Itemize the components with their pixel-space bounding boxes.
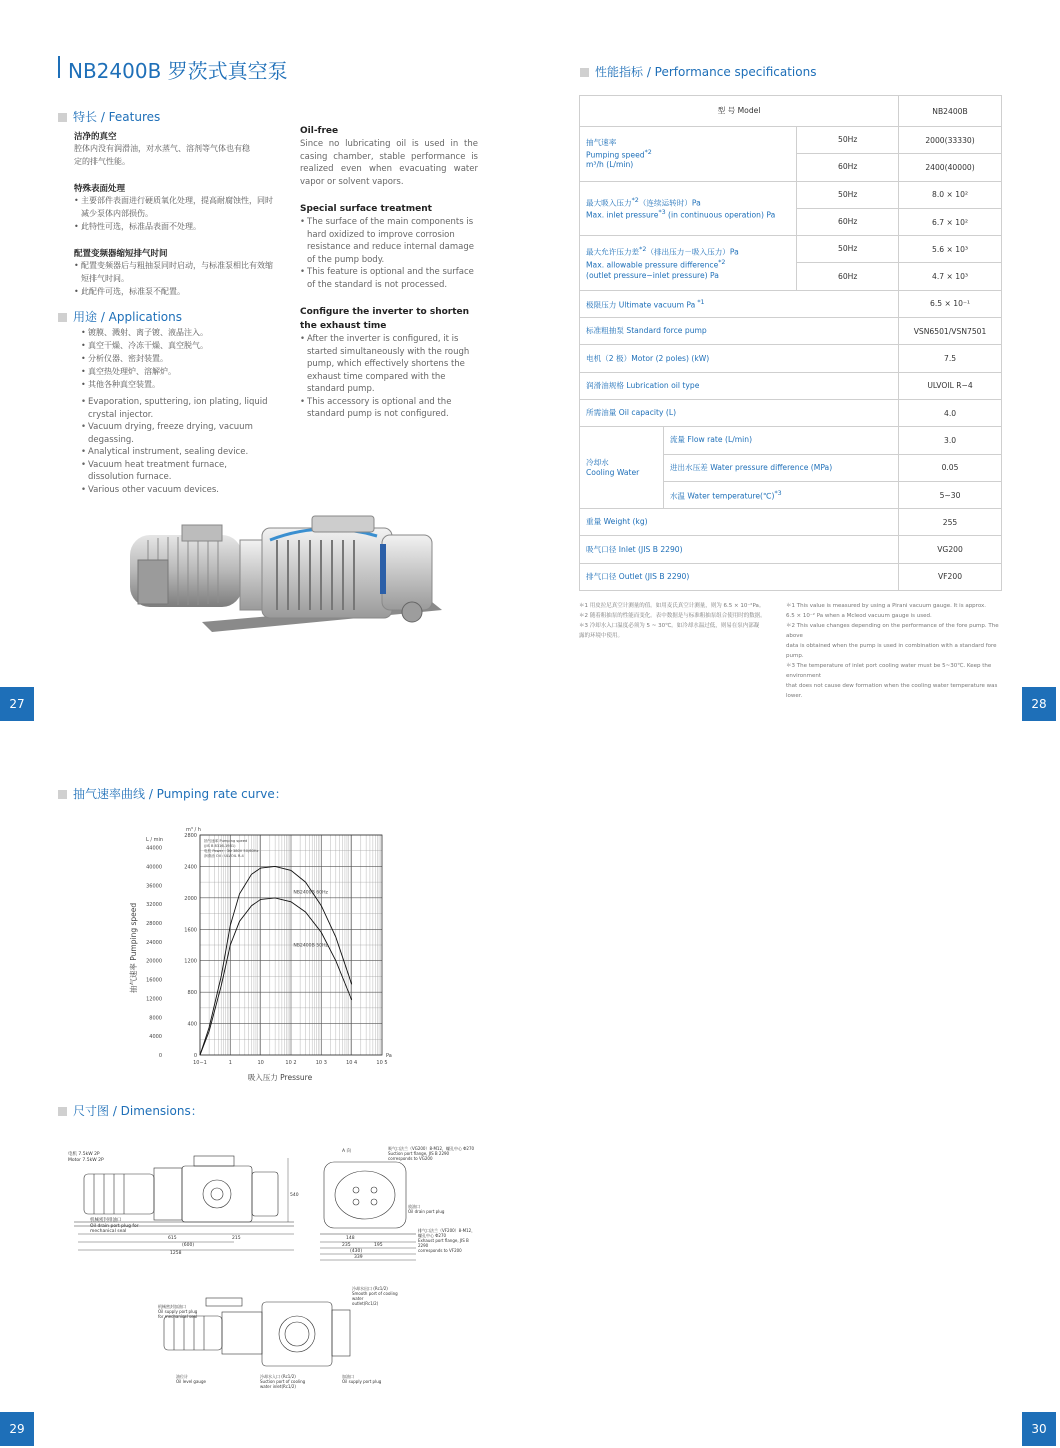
drain-label: 机械密封排油口 Oil drain port plug for mechanical seal bbox=[90, 1218, 139, 1234]
applications-list bbox=[81, 326, 271, 496]
page-number: 30 bbox=[1022, 1412, 1056, 1446]
x-tick-label: 10 3 bbox=[315, 1060, 327, 1066]
y-axis-label: 抽气速率 Pumping speed bbox=[129, 902, 138, 994]
y-right-tick-label: 0 bbox=[193, 1053, 197, 1059]
dimensions-heading: 尺寸图 / Dimensions： bbox=[58, 1102, 203, 1119]
title-accent-bar bbox=[58, 56, 60, 78]
list-item: • Various other vacuum devices. bbox=[88, 484, 271, 497]
feature-en-list bbox=[300, 216, 478, 291]
x-axis-label: 吸入压力 Pressure bbox=[247, 1073, 313, 1082]
table-cell: 5.6 × 10³ bbox=[899, 236, 1002, 263]
note-line: ＊1 This value is measured by using a Pirani vacuum gauge. It is approx. bbox=[786, 603, 987, 609]
applications-en-list bbox=[81, 396, 271, 496]
table-row bbox=[580, 318, 1002, 345]
chart-grid bbox=[200, 835, 382, 1055]
y-left-tick-label: 32000 bbox=[146, 902, 162, 909]
table-cell: VF200 bbox=[899, 563, 1002, 590]
y-left-tick-label: 20000 bbox=[146, 958, 162, 965]
features-heading: 特长 / Features bbox=[58, 108, 160, 125]
list-item: • 真空热处理炉、溶解炉。 bbox=[88, 365, 271, 378]
table-label: 流量 Flow rate (L/min) bbox=[663, 427, 898, 454]
y-left-tick-label: 12000 bbox=[146, 996, 162, 1003]
feature-cn-heading: 洁净的真空 bbox=[74, 132, 117, 142]
list-item: • Evaporation, sputtering, ion plating, liquid crystal injector. bbox=[88, 396, 271, 421]
table-label: 进出水压差 Water pressure difference (MPa) bbox=[663, 454, 898, 481]
hz-cell: 60Hz bbox=[797, 154, 899, 181]
dimension-top-view bbox=[156, 1282, 406, 1392]
notes-cn bbox=[579, 601, 779, 641]
table-row bbox=[580, 290, 1002, 317]
list-item: • This feature is optional and the surface of the standard is not processed. bbox=[307, 266, 478, 291]
table-row bbox=[580, 563, 1002, 590]
cooling-water-label: 冷却水 Cooling Water bbox=[580, 427, 664, 509]
table-row bbox=[580, 509, 1002, 536]
page-title: NB2400B 罗茨式真空泵 bbox=[68, 59, 288, 83]
spec-heading: 性能指标 / Performance specifications bbox=[580, 63, 816, 80]
table-row bbox=[580, 127, 1002, 154]
section-square-icon bbox=[58, 790, 67, 799]
hz-cell: 50Hz bbox=[797, 236, 899, 263]
left-axis bbox=[146, 846, 162, 1059]
pump-illustration bbox=[112, 510, 446, 650]
table-label: 水温 Water temperature(℃)$^{*3}$ bbox=[663, 481, 898, 508]
note-line: data is obtained when the pump is used in combination with a standard fore pump. bbox=[786, 643, 997, 659]
legend-line: (JIS B 8316-1981) bbox=[204, 844, 236, 848]
list-item: • After the inverter is configured, it is started simultaneously with the rough pump, which effectively shortens the exhaust time compared with the standard pump. bbox=[307, 333, 478, 396]
feature-cn-heading: 特殊表面处理 bbox=[74, 184, 126, 194]
note-line: ＊3 The temperature of inlet port cooling water must be 5~30℃. Keep the environment bbox=[786, 663, 992, 679]
features-en bbox=[300, 124, 478, 421]
dim-value: 615 bbox=[168, 1236, 177, 1241]
notes-en bbox=[786, 601, 1002, 701]
list-item: • 此配件可选，标准泵不配置。 bbox=[81, 285, 274, 298]
max-diff-label: 最大允许压力差$^{*2}$（排出压力－吸入压力）Pa Max. allowable pressure difference$^{*2}$ (outlet pressure−inlet pressure) Pa bbox=[580, 236, 797, 291]
spec-table bbox=[579, 95, 1002, 591]
x-tick-label: 10 2 bbox=[285, 1060, 297, 1066]
table-header-label: 型 号 Model bbox=[580, 96, 899, 127]
list-item: • 镀膜、溅射、离子镀、液晶注入。 bbox=[88, 326, 271, 339]
note-line: ＊2 This value changes depending on the performance of the fore pump. The above bbox=[786, 623, 999, 639]
series-label: NB2400B 60Hz bbox=[293, 890, 328, 896]
section-square-icon bbox=[58, 313, 67, 322]
dim-value: (600) bbox=[182, 1243, 195, 1248]
list-item: • Analytical instrument, sealing device. bbox=[88, 446, 271, 459]
list-item: • The surface of the main components is hard oxidized to improve corrosion resistance and reduce internal damage of the pump body. bbox=[307, 216, 478, 266]
x-axis bbox=[193, 1060, 387, 1066]
list-item: • 其他各种真空装置。 bbox=[88, 378, 271, 391]
y-left-tick-label: 24000 bbox=[146, 939, 162, 946]
level-label: 油位计 Oil level gauge bbox=[176, 1374, 206, 1384]
table-label: 电机（2 极）Motor (2 poles) (kW) bbox=[580, 345, 899, 372]
legend-line: 润滑油 Oil : ULVOIL R-4 bbox=[204, 854, 244, 858]
right-axis-unit: m³ / h bbox=[186, 827, 201, 833]
cooling-inlet-label: 冷却水入口 (Rc1/2) Suction port of cooling water inlet(Rc1/2) bbox=[260, 1374, 306, 1389]
note-line: ＊2 随着粗抽泵的性能而变化。表中数据是与标准粗抽泵组合使用时的数据。 bbox=[579, 613, 766, 619]
list-item: • 分析仪器、密封装置。 bbox=[88, 352, 271, 365]
table-cell: 4.0 bbox=[899, 399, 1002, 426]
left-axis-unit: L / min bbox=[146, 837, 164, 843]
y-left-tick-label: 28000 bbox=[146, 921, 162, 927]
list-item: • 配置变频器后与粗抽泵同时启动，与标准泵相比有效缩短排气时间。 bbox=[81, 259, 274, 285]
chart-svg bbox=[120, 815, 410, 1090]
pumping-rate-chart bbox=[120, 815, 410, 1090]
table-cell: 255 bbox=[899, 509, 1002, 536]
curve-heading: 抽气速率曲线 / Pumping rate curve： bbox=[58, 785, 287, 802]
note-line: 露的环境中使用。 bbox=[579, 633, 624, 639]
dim-value: 1258 bbox=[170, 1251, 182, 1256]
features-cn bbox=[74, 122, 274, 298]
supply2-label: 加油口 Oil supply port plug bbox=[342, 1374, 382, 1384]
table-label: 重量 Weight (kg) bbox=[580, 509, 899, 536]
right-axis bbox=[184, 833, 197, 1059]
section-square-icon bbox=[580, 68, 589, 77]
view-label: A 向 bbox=[342, 1149, 352, 1154]
table-row bbox=[580, 96, 1002, 127]
page-number: 28 bbox=[1022, 687, 1056, 721]
hz-cell: 50Hz bbox=[797, 127, 899, 154]
table-label: 吸气口径 Inlet (JIS B 2290) bbox=[580, 536, 899, 563]
y-left-tick-label: 0 bbox=[158, 1053, 162, 1059]
list-item: • 此特性可选，标准品表面不处理。 bbox=[81, 220, 274, 233]
legend-line: 电机 Power : 3Φ 380V 50/60Hz bbox=[204, 849, 259, 853]
note-line: 6.5 × 10⁻² Pa when a Mcleod vacuum gauge is used. bbox=[786, 613, 932, 619]
hz-cell: 50Hz bbox=[797, 181, 899, 208]
dim-value: 235 bbox=[342, 1243, 351, 1248]
legend-line: 抽气速率 Pumping speed bbox=[204, 839, 248, 843]
hz-cell: 60Hz bbox=[797, 208, 899, 235]
y-left-tick-label: 40000 bbox=[146, 864, 162, 871]
y-right-tick-label: 1200 bbox=[184, 958, 197, 965]
table-cell: VG200 bbox=[899, 536, 1002, 563]
y-left-tick-label: 4000 bbox=[149, 1034, 162, 1041]
x-axis-unit: Pa bbox=[386, 1053, 392, 1059]
dim-value: 195 bbox=[374, 1243, 383, 1248]
page-number: 27 bbox=[0, 687, 34, 721]
table-cell: ULVOIL R−4 bbox=[899, 372, 1002, 399]
table-row bbox=[580, 427, 1002, 454]
table-cell: 3.0 bbox=[899, 427, 1002, 454]
section-square-icon bbox=[58, 1107, 67, 1116]
table-cell: VSN6501/VSN7501 bbox=[899, 318, 1002, 345]
section-square-icon bbox=[58, 113, 67, 122]
motor-label: 电机 7.5kW 2P Motor 7.5kW 2P bbox=[68, 1152, 104, 1163]
dimension-side-view bbox=[64, 1148, 314, 1260]
y-left-tick-label: 44000 bbox=[146, 845, 162, 852]
dim-value: (430) bbox=[350, 1249, 363, 1254]
list-item: • Vacuum drying, freeze drying, vacuum degassing. bbox=[88, 421, 271, 446]
table-label: 润滑油规格 Lubrication oil type bbox=[580, 372, 899, 399]
list-item: • 真空干燥、冷冻干燥、真空脱气。 bbox=[88, 339, 271, 352]
x-tick-label: 10 5 bbox=[376, 1060, 388, 1066]
note-line: that does not cause dew formation when the cooling water temperature was lower. bbox=[786, 683, 998, 699]
feature-en-text: Since no lubricating oil is used in the casing chamber, stable performance is realized even when evacuating water vapor or solvent vapors. bbox=[300, 139, 478, 187]
y-left-tick-label: 36000 bbox=[146, 883, 162, 890]
dim-value: 148 bbox=[346, 1236, 355, 1241]
chart-legend bbox=[204, 838, 258, 858]
feature-en-list bbox=[300, 333, 478, 421]
table-cell: 5~30 bbox=[899, 481, 1002, 508]
table-cell: 6.7 × 10² bbox=[899, 208, 1002, 235]
y-right-tick-label: 400 bbox=[187, 1021, 197, 1028]
table-cell: 6.5 × 10⁻¹ bbox=[899, 290, 1002, 317]
dim-value: 215 bbox=[232, 1236, 241, 1241]
table-header-value: NB2400B bbox=[899, 96, 1002, 127]
feature-en-heading: Configure the inverter to shorten the exhaust time bbox=[300, 307, 470, 331]
table-cell: 8.0 × 10² bbox=[899, 181, 1002, 208]
feature-cn-list bbox=[74, 259, 274, 298]
list-item: • Vacuum heat treatment furnace, dissolution furnace. bbox=[88, 459, 271, 484]
table-row bbox=[580, 236, 1002, 263]
y-left-tick-label: 8000 bbox=[149, 1015, 162, 1022]
y-right-tick-label: 2400 bbox=[184, 864, 197, 871]
table-label: 排气口径 Outlet (JIS B 2290) bbox=[580, 563, 899, 590]
table-label: 所需油量 Oil capacity (L) bbox=[580, 399, 899, 426]
list-item: • This accessory is optional and the standard pump is not configured. bbox=[307, 396, 478, 421]
table-cell: 2400(40000) bbox=[899, 154, 1002, 181]
table-cell: 0.05 bbox=[899, 454, 1002, 481]
table-cell: 7.5 bbox=[899, 345, 1002, 372]
applications-heading: 用途 / Applications bbox=[58, 308, 182, 325]
applications-cn-list bbox=[81, 326, 271, 391]
dimension-end-view bbox=[316, 1144, 476, 1266]
y-right-tick-label: 1600 bbox=[184, 927, 197, 934]
table-row bbox=[580, 399, 1002, 426]
x-tick-label: 1 bbox=[228, 1060, 232, 1066]
feature-cn-text: 腔体内没有润滑油，对水蒸气、溶剂等气体也有稳 定的排气性能。 bbox=[74, 144, 250, 166]
feature-cn-list bbox=[74, 194, 274, 233]
feature-cn-heading: 配置变频器缩短排气时间 bbox=[74, 249, 168, 259]
table-label: 极限压力 Ultimate vacuum Pa $^{*1}$ bbox=[580, 290, 899, 317]
list-item: • 主要部件表面进行硬质氧化处理，提高耐腐蚀性，同时减少泵体内部损伤。 bbox=[81, 194, 274, 220]
cooling-outlet-label: 冷却水出口 (Rc1/2) Smooth port of cooling water outlet(Rc1/2) bbox=[352, 1286, 398, 1306]
supply-label: 机械密封加油口 Oil supply port plug for mechanical seal bbox=[158, 1304, 198, 1319]
suction-label: 吸气口法兰（VG200）8-M12，螺孔中心 Φ270 Suction port flange, JIS B 2290 corresponds to VG200 bbox=[388, 1146, 475, 1161]
dim-value: 540 bbox=[290, 1193, 299, 1198]
y-right-tick-label: 2000 bbox=[184, 895, 197, 902]
x-tick-label: 10−1 bbox=[193, 1060, 207, 1066]
table-cell: 4.7 × 10³ bbox=[899, 263, 1002, 290]
page-number: 29 bbox=[0, 1412, 34, 1446]
note-line: ＊1 用皮拉尼真空计测量的值。如用麦氏真空计测量，则为 6.5 × 10⁻²Pa。 bbox=[579, 603, 765, 609]
exhaust-label: 排气口法兰（VF200）8-M12， 螺孔中心 Φ270 Exhaust port flange, JIS B 2290 corresponds to VF200 bbox=[418, 1228, 476, 1253]
table-label: 标准粗抽泵 Standard force pump bbox=[580, 318, 899, 345]
max-inlet-label: 最大吸入压力$^{*2}$（连续运转时）Pa Max. inlet pressure$^{*3}$ (in continuous operation) Pa bbox=[580, 181, 797, 236]
table-row bbox=[580, 536, 1002, 563]
table-row bbox=[580, 181, 1002, 208]
table-row bbox=[580, 372, 1002, 399]
x-tick-label: 10 bbox=[257, 1060, 264, 1066]
series-label: NB2400B 50Hz bbox=[293, 943, 328, 949]
x-tick-label: 10 4 bbox=[346, 1060, 358, 1066]
hz-cell: 60Hz bbox=[797, 263, 899, 290]
dim-value: 339 bbox=[354, 1255, 363, 1260]
table-cell: 2000(33330) bbox=[899, 127, 1002, 154]
table-row bbox=[580, 345, 1002, 372]
feature-en-heading: Oil-free bbox=[300, 126, 339, 136]
y-right-tick-label: 2800 bbox=[184, 833, 197, 839]
y-right-tick-label: 800 bbox=[187, 990, 197, 997]
y-left-tick-label: 16000 bbox=[146, 977, 162, 984]
pumping-speed-label: 抽气速率 Pumping speed$^{*2}$ m³/h (L/min) bbox=[580, 127, 797, 182]
feature-en-heading: Special surface treatment bbox=[300, 204, 432, 214]
note-line: ＊3 冷却水入口温度必须为 5 ~ 30℃。如冷却水温过低，则易在泵内部凝 bbox=[579, 623, 760, 629]
drain-label: 放油口 Oil drain port plug bbox=[408, 1204, 445, 1214]
